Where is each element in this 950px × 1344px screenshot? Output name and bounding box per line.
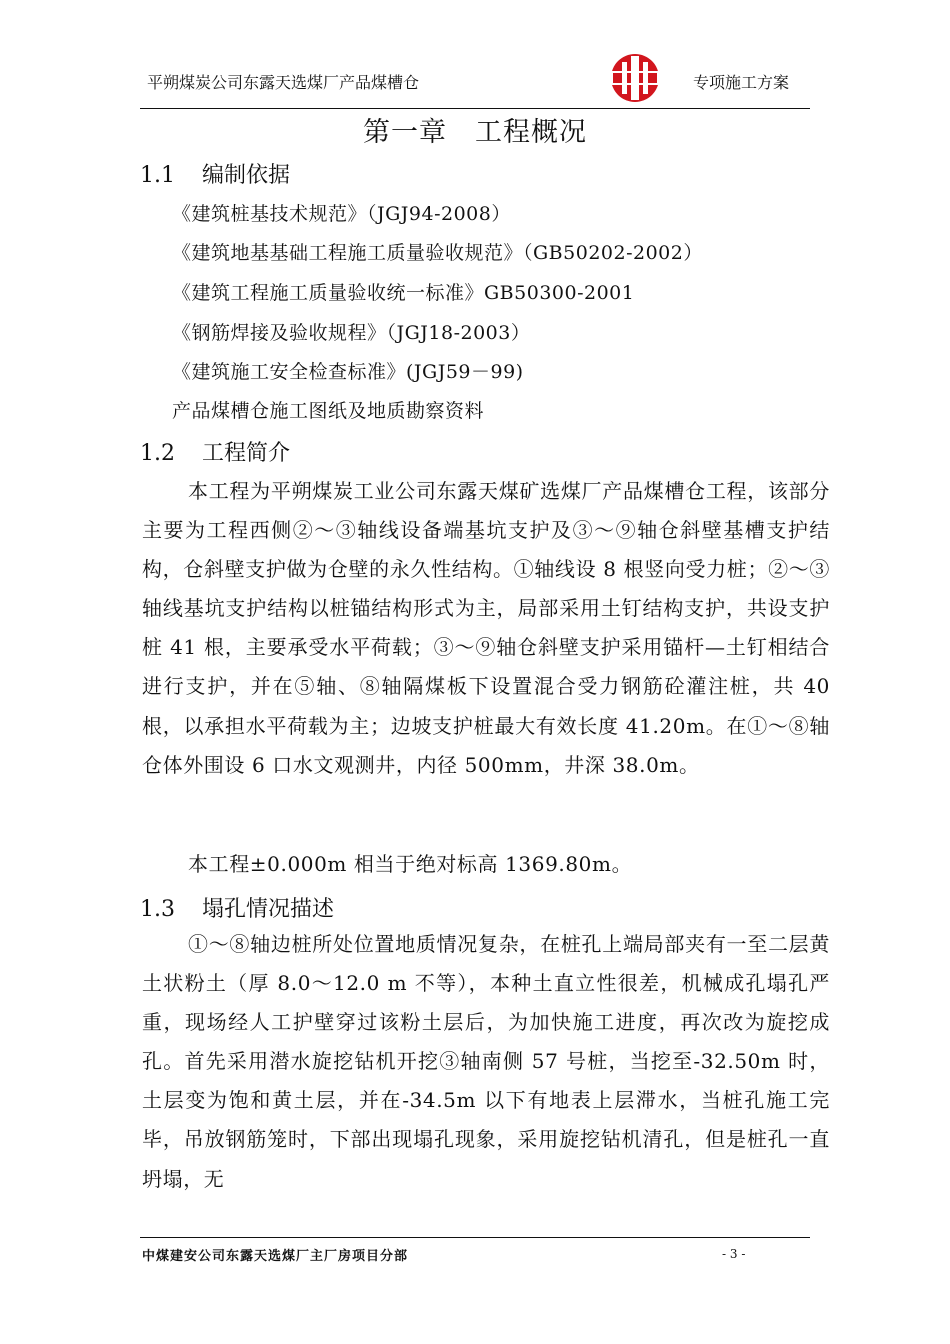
footer-organization: 中煤建安公司东露天选煤厂主厂房项目分部 [142,1249,409,1264]
section-heading [140,158,290,189]
section-title: 塌孔情况描述 [202,897,335,922]
header-left-title: 平朔煤炭公司东露天选煤厂产品煤槽仓 [147,73,420,92]
section-number: 1.2 [140,441,175,466]
header-right-title: 专项施工方案 [693,73,790,92]
reference-item: 《建筑地基基础工程施工质量验收规范》（GB50202-2002） [172,242,703,264]
section-number: 1.3 [140,897,175,922]
section-heading [140,892,334,923]
company-logo-icon [600,52,670,104]
footer-divider [140,1237,810,1238]
section-title: 编制依据 [202,163,291,188]
body-paragraph: ①～⑧轴边桩所处位置地质情况复杂，在桩孔上端局部夹有一至二层黄土状粉土（厚 8.0～12.0 m 不等），本种土直立性很差，机械成孔塌孔严重，现场经人工护壁穿过该粉土层后，为加快施工进度，再次改为旋挖成孔。首先采用潜水旋挖钻机开挖③轴南侧 57 号桩，当挖至-32.50m 时，土层变为饱和黄土层，并在-34.5m 以下有地表上层滞水，当桩孔施工完毕，吊放钢筋笼时，下部出现塌孔现象，采用旋挖钻机清孔，但是桩孔一直坍塌，无 [142,932,830,1191]
body-paragraph: 本工程±0.000m 相当于绝对标高 1369.80m。 [188,852,633,876]
body-paragraph: 本工程为平朔煤炭工业公司东露天煤矿选煤厂产品煤槽仓工程，该部分主要为工程西侧②～③轴线设备端基坑支护及③～⑨轴仓斜壁基槽支护结构，仓斜壁支护做为仓壁的永久性结构。①轴线设 8 根竖向受力桩；②～③轴线基坑支护结构以桩锚结构形式为主，局部采用土钉结构支护，共设支护桩 41 根，主要承受水平荷载；③～⑨轴仓斜壁支护采用锚杆—土钉相结合进行支护，并在⑤轴、⑧轴隔煤板下设置混合受力钢筋砼灌注桩，共 40 根，以承担水平荷载为主；边坡支护桩最大有效长度 41.20m。在①～⑧轴仓体外围设 6 口水文观测井，内径 500mm，井深 38.0m。 [142,479,830,777]
page-number: - 3 - [722,1247,746,1261]
section-number: 1.1 [140,163,175,188]
reference-item: 《建筑施工安全检查标准》(JGJ59－99) [172,361,524,383]
section-title: 工程简介 [202,441,291,466]
reference-item: 《建筑桩基技术规范》（JGJ94-2008） [172,203,511,225]
reference-item: 《建筑工程施工质量验收统一标准》GB50300-2001 [172,282,635,304]
reference-item: 产品煤槽仓施工图纸及地质勘察资料 [172,400,485,422]
section-heading [140,436,290,467]
chapter-title: 第一章 工程概况 [363,117,587,148]
reference-item: 《钢筋焊接及验收规程》（JGJ18-2003） [172,322,531,344]
header-divider [140,108,810,109]
